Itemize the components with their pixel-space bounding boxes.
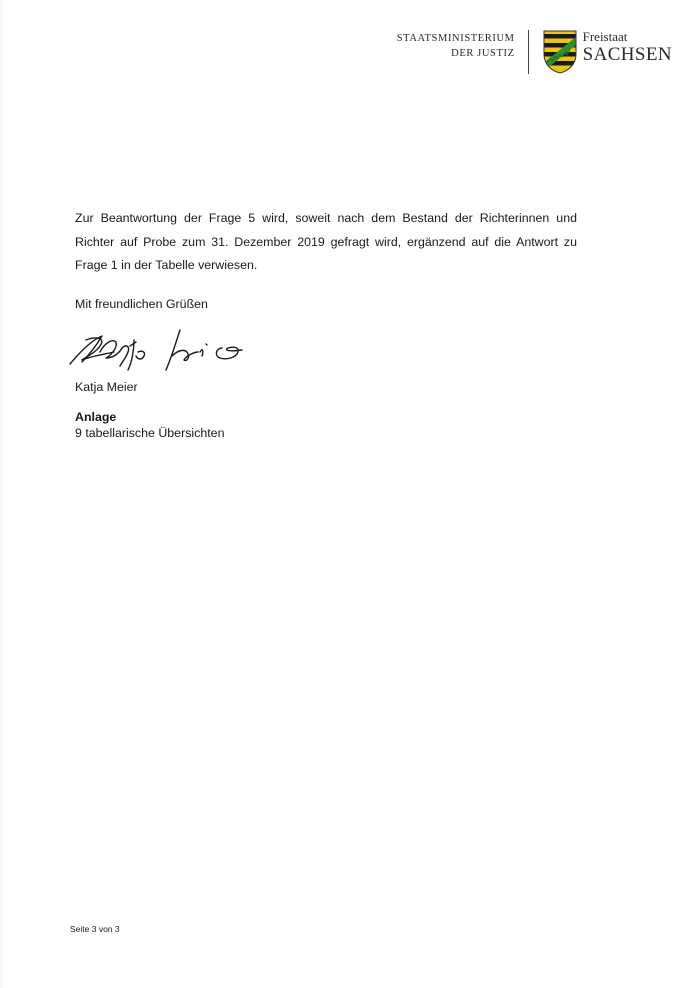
- body-paragraph: Zur Beantwortung der Frage 5 wird, soweit nach dem Bestand der Richterinnen und Richter auf Probe zum 31. Dezember 2019 gefragt wird, ergänzend auf die Antwort zu Frage 1 in der Tabelle verwiesen.: [75, 211, 577, 272]
- page-number: Seite 3 von 3: [70, 924, 120, 934]
- state-name-big: SACHSEN: [582, 44, 672, 65]
- handwritten-signature: [66, 322, 261, 380]
- ministry-line-2: DER JUSTIZ: [451, 48, 515, 59]
- closing-greeting: Mit freundlichen Grüßen: [75, 297, 208, 311]
- page-edge: [0, 0, 4, 988]
- state-name-small: Freistaat: [582, 29, 628, 44]
- attachment-text: 9 tabellarische Übersichten: [75, 426, 225, 440]
- ministry-name: [397, 28, 515, 61]
- attachment-heading: Anlage: [75, 410, 117, 424]
- signer-name: Katja Meier: [75, 380, 138, 394]
- state-name: [583, 28, 672, 65]
- letterhead: [397, 28, 672, 74]
- saxony-coat-of-arms-icon: [543, 30, 577, 74]
- ministry-line-1: STAATSMINISTERIUM: [396, 33, 515, 44]
- letterhead-divider: [528, 30, 529, 74]
